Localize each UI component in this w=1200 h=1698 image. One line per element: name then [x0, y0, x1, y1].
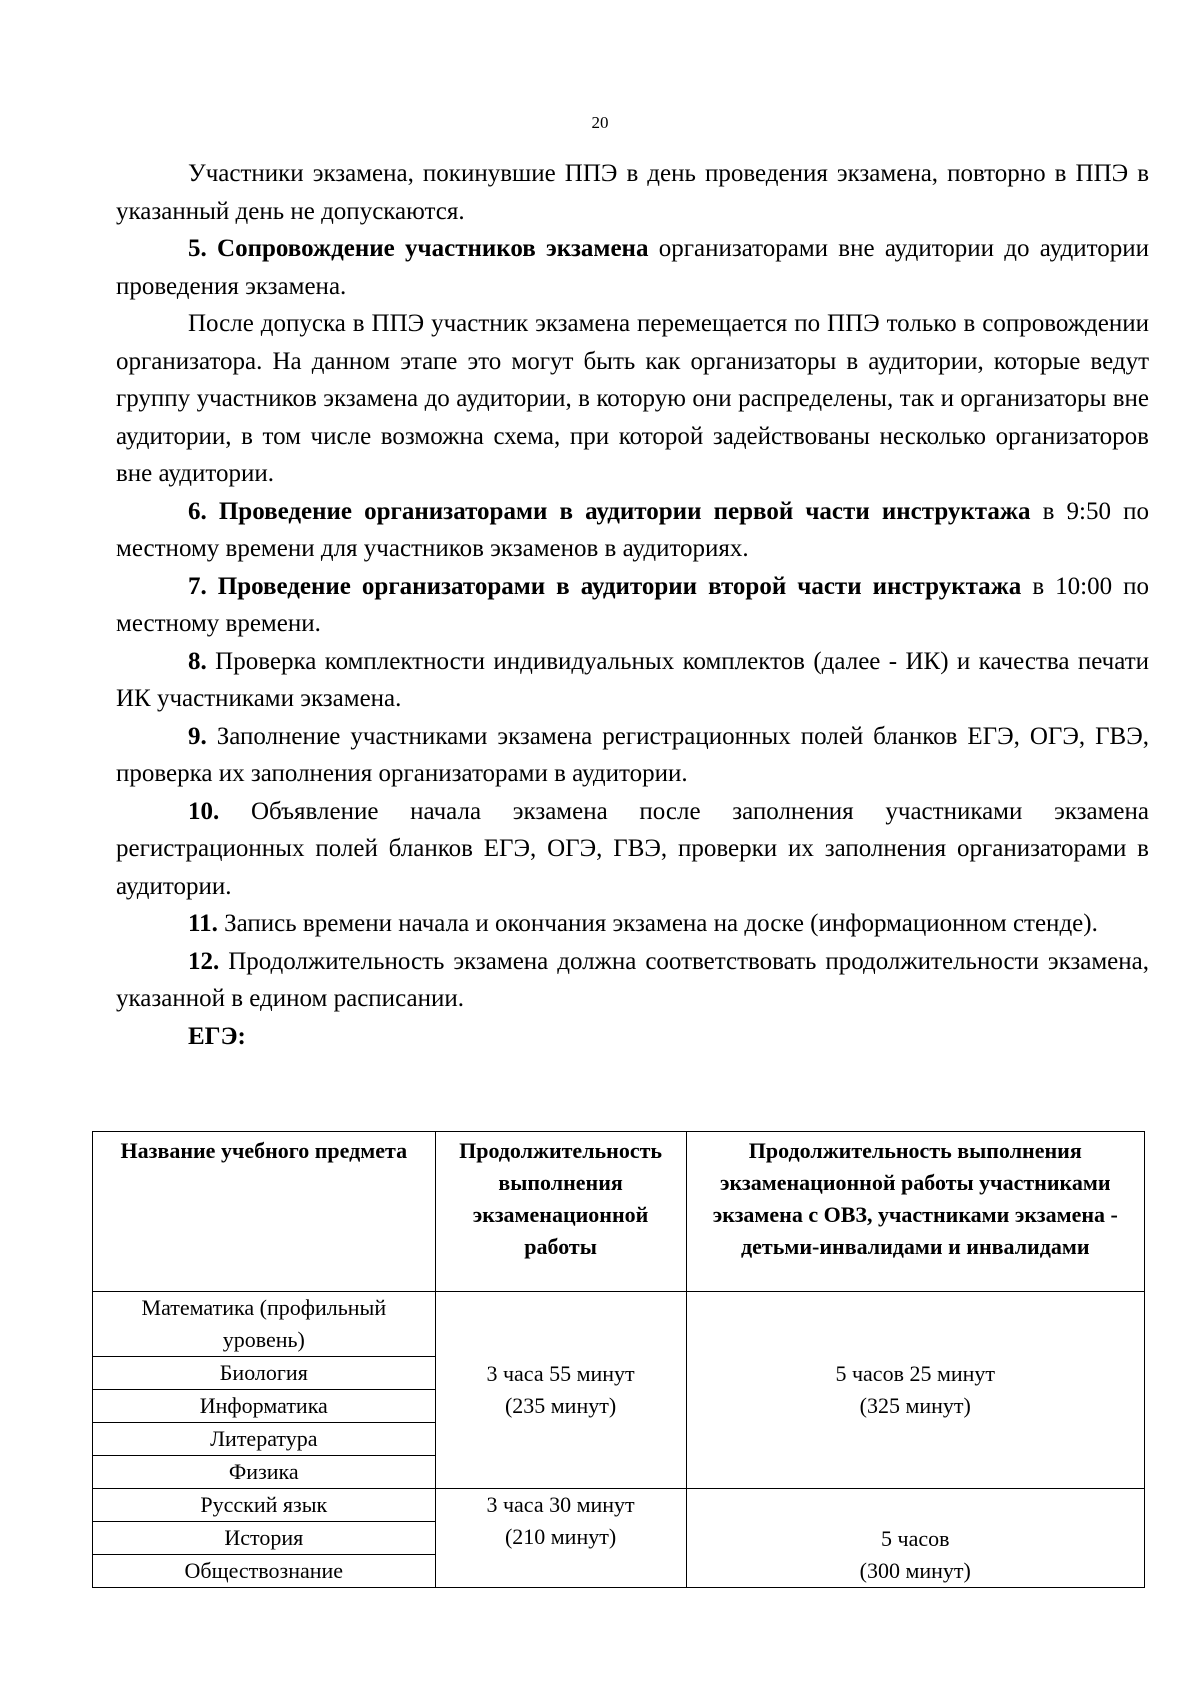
- item-number: 12.: [188, 947, 220, 975]
- paragraph-text: После допуска в ППЭ участник экзамена перемещается по ППЭ только в сопровождении организатора. На данном этапе это могут быть как организаторы в аудитории, которые ведут группу участников экзамена до аудитории, в которую они распределены, так и организаторы вне аудитории, в том числе возможна схема, при которой задействованы несколько организаторов вне аудитории.: [116, 310, 1149, 487]
- page-number: 20: [591, 113, 609, 132]
- exam-duration-table: [92, 1131, 1145, 1588]
- paragraph-item-11: [116, 905, 1149, 943]
- paragraph-item-6: [116, 493, 1149, 568]
- item-text: Проверка комплектности индивидуальных комплектов (далее - ИК) и качества печати ИК участниками экзамена.: [116, 647, 1149, 712]
- table-row: [93, 1489, 1145, 1522]
- subject-cell: Физика: [93, 1456, 436, 1489]
- item-text: Запись времени начала и окончания экзамена на доске (информационном стенде).: [217, 910, 1098, 937]
- table-header-row: [93, 1132, 1145, 1292]
- subject-cell: Информатика: [93, 1390, 436, 1423]
- duration-minutes: (210 минут): [504, 1524, 617, 1549]
- item-heading: 6. Проведение организаторами в аудитории первой части инструктажа: [188, 497, 1031, 525]
- paragraph-item-8: [116, 643, 1149, 718]
- subject-cell: Русский язык: [93, 1489, 436, 1522]
- table-row: [93, 1292, 1145, 1357]
- ovz-duration-cell-group2: [686, 1489, 1144, 1588]
- subject-cell: История: [93, 1522, 436, 1555]
- duration-text: 3 часа 55 минут: [486, 1361, 635, 1386]
- item-number: 11.: [188, 910, 218, 937]
- item-heading: 7. Проведение организаторами в аудитории второй части инструктажа: [188, 572, 1022, 600]
- item-text: в 9:50 по местному времени для участников экзаменов в аудиториях.: [116, 497, 1149, 562]
- duration-minutes: (235 минут): [504, 1393, 617, 1418]
- item-text: Продолжительность экзамена должна соответствовать продолжительности экзамена, указанной в едином расписании.: [116, 947, 1149, 1012]
- item-text: Заполнение участниками экзамена регистрационных полей бланков ЕГЭ, ОГЭ, ГВЭ, проверка их заполнения организаторами в аудитории.: [116, 722, 1149, 787]
- paragraph-leaving-ppe: [116, 155, 1149, 230]
- subject-cell: Обществознание: [93, 1555, 436, 1588]
- header-duration: Продолжительность выполнения экзаменационной работы: [435, 1132, 686, 1292]
- item-text: организаторами вне аудитории до аудитории проведения экзамена.: [116, 235, 1149, 300]
- item-text: Объявление начала экзамена после заполнения участниками экзамена регистрационных полей бланков ЕГЭ, ОГЭ, ГВЭ, проверки их заполнения организаторами в аудитории.: [116, 797, 1149, 900]
- item-number: 8.: [188, 647, 207, 675]
- item-number: 9.: [188, 722, 207, 750]
- ege-label: ЕГЭ:: [188, 1022, 246, 1050]
- paragraph-item-12: [116, 943, 1149, 1018]
- ovz-duration-minutes: (300 минут): [859, 1558, 971, 1583]
- item-number: 5.: [188, 235, 207, 262]
- paragraph-item-9: [116, 718, 1149, 793]
- duration-cell-group2: [435, 1489, 686, 1588]
- duration-text: 3 часа 30 минут: [486, 1492, 635, 1517]
- ovz-duration-text: 5 часов 25 минут: [835, 1361, 996, 1386]
- subject-cell: Биология: [93, 1357, 436, 1390]
- header-duration-ovz: Продолжительность выполнения экзаменационной работы участниками экзамена с ОВЗ, участниками экзамена - детьми-инвалидами и инвалидами: [686, 1132, 1144, 1292]
- duration-cell-group1: [435, 1292, 686, 1489]
- paragraph-item-10: [116, 793, 1149, 906]
- paragraph-item-7: [116, 568, 1149, 643]
- paragraph-text: Участники экзамена, покинувшие ППЭ в день проведения экзамена, повторно в ППЭ в указанный день не допускаются.: [116, 160, 1149, 225]
- document-body: [116, 155, 1149, 1055]
- ovz-duration-cell-group1: [686, 1292, 1144, 1489]
- subject-cell: Математика (профильный уровень): [93, 1292, 436, 1357]
- ovz-duration-text: 5 часов: [881, 1526, 950, 1551]
- ovz-duration-minutes: (325 минут): [859, 1393, 971, 1418]
- paragraph-after-admission: [116, 305, 1149, 493]
- header-subject: Название учебного предмета: [93, 1132, 436, 1292]
- paragraph-item-5: [116, 230, 1149, 305]
- ege-section-label: [116, 1018, 1149, 1056]
- item-number: 10.: [188, 797, 220, 825]
- item-heading: Сопровождение участников экзамена: [217, 235, 649, 262]
- item-text: в 10:00 по местному времени.: [116, 572, 1149, 637]
- subject-cell: Литература: [93, 1423, 436, 1456]
